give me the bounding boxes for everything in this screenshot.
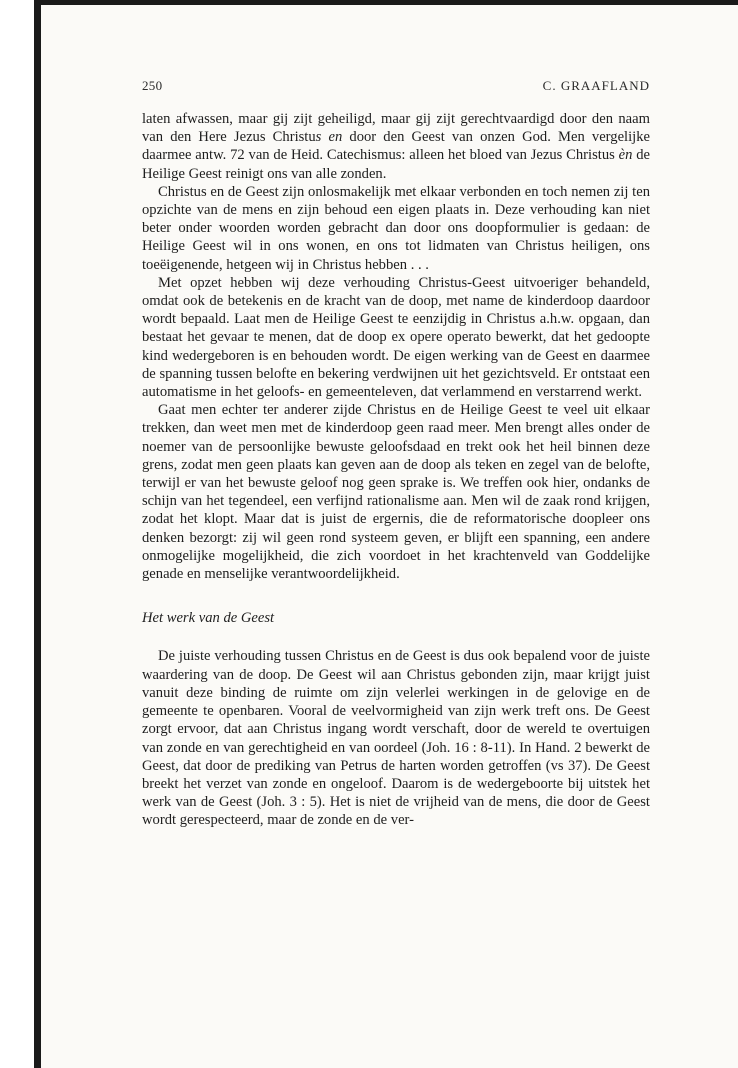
paragraph-2: Christus en de Geest zijn onlosmakelijk met elkaar verbonden en toch nemen zij ten opzichte van de mens en zijn behoud een eigen plaats in. Deze verhouding kan niet beter onder woorden worden gebracht dan door ons doopformulier is gedaan: de Heilige Geest wil in ons wonen, en ons tot lidmaten van Christus heiligen, ons toeëigenende, hetgeen wij in Christus hebben . . . [142,183,650,273]
paragraph-1-italic-en: s en [315,129,343,146]
page-number: 250 [142,78,163,93]
running-head-author: C. GRAAFLAND [542,78,650,93]
paragraph-1-part-b: door den Geest van onzen God. Men vergelijke daarmee antw. 72 van de Heid. Catechismus: alleen het bloed van Jezus Christus [142,129,650,164]
paragraph-1-part-c: de Heilige Geest reinigt ons van alle zonden. [142,147,650,182]
page-body [142,110,650,830]
paragraph-5: De juiste verhouding tussen Christus en de Geest is dus ook bepalend voor de juiste waardering van de doop. De Geest wil aan Christus gebonden zijn, maar krijgt juist vanuit deze binding de ruimte om zijn velerlei werkingen in de gelovige en de gemeente te openbaren. Vooral de veelvormigheid van zijn werk treft ons. De Geest zorgt ervoor, dat aan Christus ingang wordt verschaft, door de wereld te overtuigen van zonde en van gerechtigheid en van oordeel (Joh. 16 : 8-11). In Hand. 2 bewerkt de Geest, dat door de prediking van Petrus de harten worden getroffen (vs 37). De Geest breekt het verzet van zonde en ongeloof. Daarom is de wedergeboorte bij uitstek het werk van de Geest (Joh. 3 : 5). Het is niet de vrijheid van de mens, die door de Geest wordt gerespecteerd, maar de zonde en de ver- [142,648,650,829]
paragraph-4: Gaat men echter ter anderer zijde Christus en de Heilige Geest te veel uit elkaar trekken, dan weet men met de kinderdoop geen raad meer. Men brengt alles onder de noemer van de persoonlijke bewuste geloofsdaad en trekt ook het heil binnen deze grens, zodat men geen plaats kan geven aan de doop als teken en zegel van de belofte, terwijl er van het bewuste geloof nog geen sprake is. We treffen ook hier, ondanks de schijn van het tegendeel, een verfijnd rationalisme aan. Men wil de zaak rond krijgen, zodat het klopt. Maar dat is juist de ergernis, die de reformatorische doopleer ons denken bezorgt: zij wil geen rond systeem geven, er blijft een spanning, een andere onmogelijke mogelijkheid, die zich voordoet in het krachtenveld van Goddelijke genade en menselijke verantwoordelijkheid. [142,402,650,583]
scan-border-left [34,0,41,1068]
paragraph-1 [142,110,650,183]
paragraph-3: Met opzet hebben wij deze verhouding Christus-Geest uitvoeriger behandeld, omdat ook de betekenis en de kracht van de doop, met name de kinderdoop daardoor wordt bepaald. Laat men de Heilige Geest te eenzijdig in Christus a.h.w. opgaan, dan bestaat het gevaar te menen, dat de doop ex opere operato bewerkt, dat het gedoopte kind wedergeboren is en behouden wordt. De eigen werking van de Geest en daarmee de spanning tussen belofte en bekering verdwijnen uit het gezichtsveld. Er ontstaat een automatisme in het geloofs- en gemeenteleven, dat verlammend en verstarrend werkt. [142,274,650,401]
section-heading: Het werk van de Geest [142,610,275,627]
paragraph-1-italic-en-accent: èn [618,147,633,164]
page-header [142,78,650,96]
paragraph-1-part-a: laten afwassen, maar gij zijt geheiligd, maar gij zijt gerechtvaardigd door den naam van den Here Jezus Christu [142,111,650,146]
